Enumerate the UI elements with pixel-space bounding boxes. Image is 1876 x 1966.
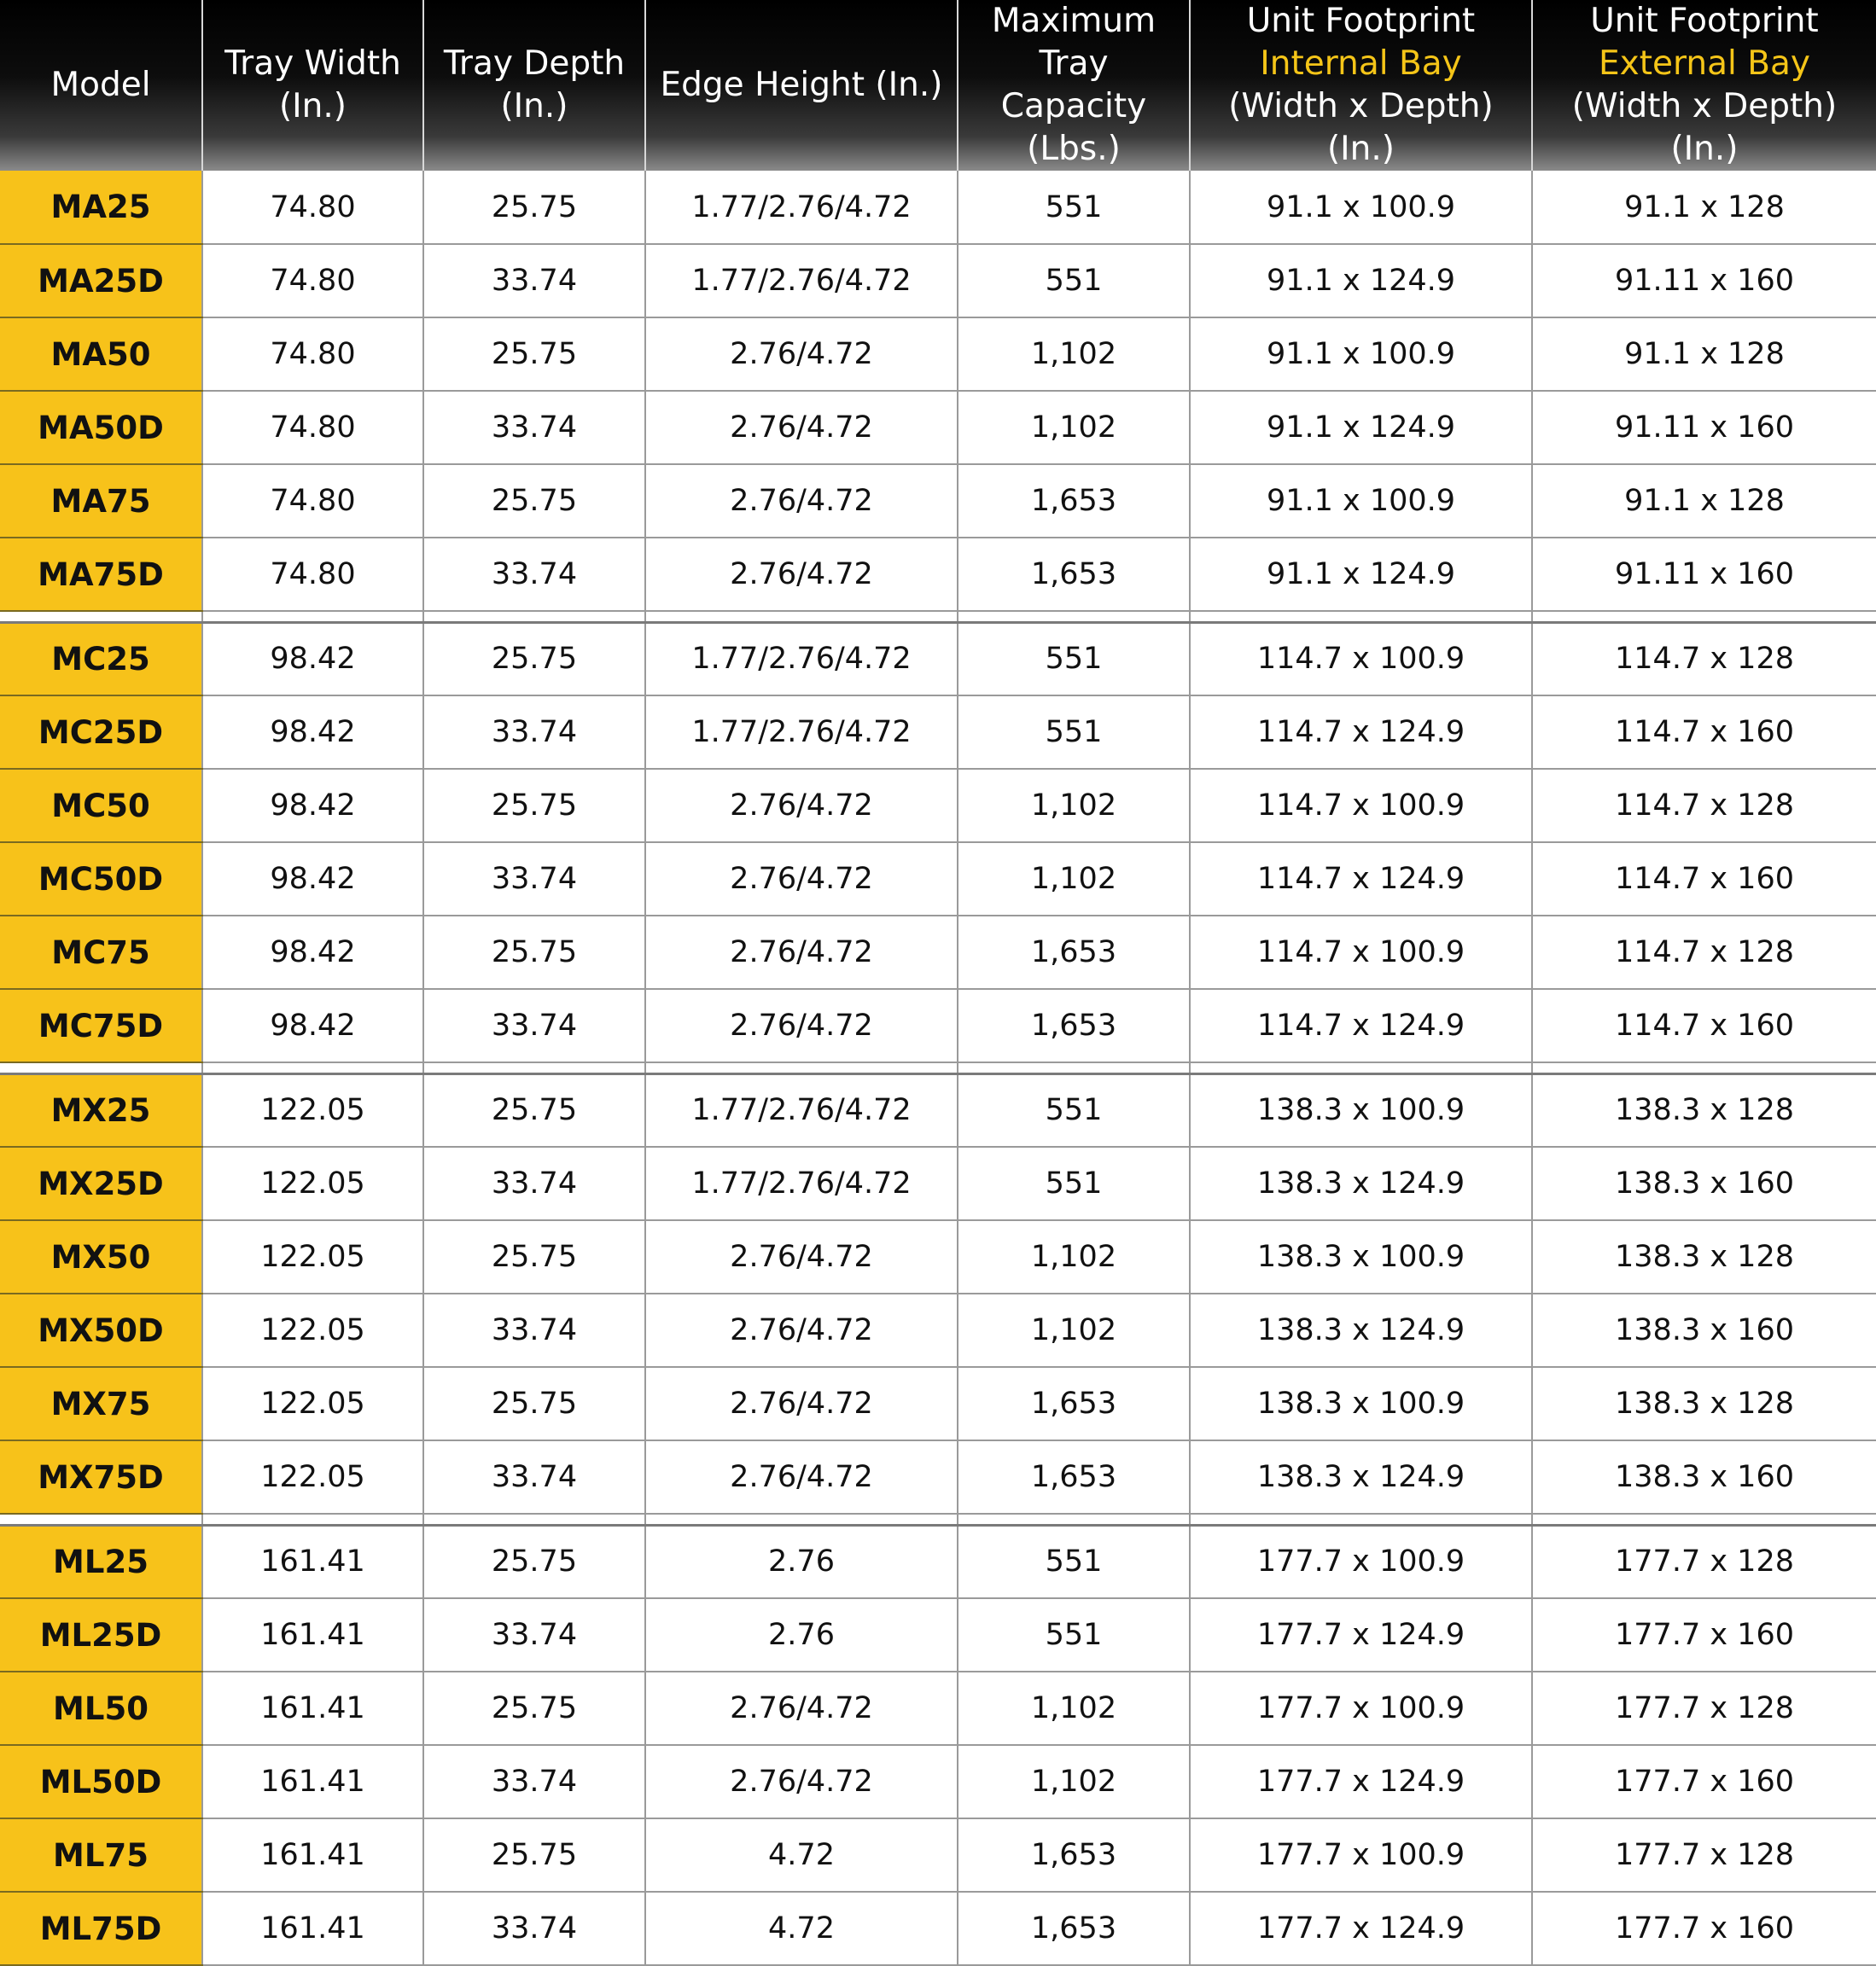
cell-model: MX25D [0,1147,202,1220]
cell-max-capacity: 1,102 [958,842,1190,916]
cell-model: ML50 [0,1672,202,1745]
table-row [0,1892,1876,1965]
cell-edge-height: 1.77/2.76/4.72 [645,171,958,244]
table-row [0,171,1876,244]
table-row [0,391,1876,464]
cell-external-bay: 177.7 x 128 [1532,1525,1876,1598]
separator-cell [202,1062,423,1073]
cell-model: MC50D [0,842,202,916]
cell-external-bay: 114.7 x 160 [1532,989,1876,1062]
cell-tray-width: 98.42 [202,916,423,989]
cell-internal-bay: 114.7 x 124.9 [1190,695,1532,769]
header-internal-bay-unit: (Width x Depth) (In.) [1228,87,1494,168]
table-header [0,0,1876,171]
table-row [0,622,1876,695]
cell-tray-width: 161.41 [202,1745,423,1818]
table-row [0,916,1876,989]
header-tray-depth [423,0,645,171]
cell-model: MX75 [0,1367,202,1440]
table-row [0,1745,1876,1818]
separator-cell [958,1514,1190,1525]
cell-internal-bay: 91.1 x 124.9 [1190,244,1532,317]
cell-external-bay: 177.7 x 160 [1532,1598,1876,1672]
cell-external-bay: 114.7 x 128 [1532,769,1876,842]
cell-external-bay: 138.3 x 160 [1532,1440,1876,1514]
separator-cell [958,611,1190,622]
cell-tray-depth: 25.75 [423,171,645,244]
cell-tray-depth: 33.74 [423,1440,645,1514]
separator-cell [0,611,202,622]
cell-edge-height: 2.76/4.72 [645,1220,958,1294]
header-internal-bay-highlight: Internal Bay [1260,44,1462,83]
cell-max-capacity: 1,102 [958,1745,1190,1818]
group-separator [0,611,1876,622]
cell-model: MA25D [0,244,202,317]
cell-edge-height: 2.76/4.72 [645,391,958,464]
cell-tray-width: 122.05 [202,1147,423,1220]
table-row [0,1818,1876,1892]
header-model [0,0,202,171]
cell-tray-width: 161.41 [202,1892,423,1965]
separator-cell [202,1514,423,1525]
cell-max-capacity: 1,653 [958,916,1190,989]
cell-max-capacity: 551 [958,171,1190,244]
cell-tray-depth: 25.75 [423,1220,645,1294]
cell-tray-depth: 33.74 [423,1147,645,1220]
cell-tray-depth: 25.75 [423,1525,645,1598]
header-tray-depth-line: Tray Depth [443,44,626,83]
cell-external-bay: 138.3 x 160 [1532,1294,1876,1367]
cell-edge-height: 2.76/4.72 [645,916,958,989]
header-max-capacity-line2: Tray Capacity [1000,44,1147,125]
cell-tray-depth: 25.75 [423,464,645,538]
cell-internal-bay: 177.7 x 100.9 [1190,1525,1532,1598]
separator-cell [423,1514,645,1525]
cell-edge-height: 2.76/4.72 [645,989,958,1062]
cell-max-capacity: 551 [958,1147,1190,1220]
table-row [0,1294,1876,1367]
cell-external-bay: 138.3 x 128 [1532,1367,1876,1440]
cell-model: MC75 [0,916,202,989]
cell-tray-width: 161.41 [202,1818,423,1892]
cell-internal-bay: 138.3 x 100.9 [1190,1367,1532,1440]
separator-cell [645,1062,958,1073]
separator-cell [0,1062,202,1073]
cell-max-capacity: 551 [958,695,1190,769]
cell-edge-height: 2.76/4.72 [645,1367,958,1440]
cell-internal-bay: 114.7 x 100.9 [1190,916,1532,989]
cell-internal-bay: 177.7 x 124.9 [1190,1598,1532,1672]
cell-max-capacity: 1,102 [958,317,1190,391]
cell-tray-depth: 33.74 [423,842,645,916]
cell-external-bay: 177.7 x 160 [1532,1892,1876,1965]
cell-external-bay: 177.7 x 160 [1532,1745,1876,1818]
cell-model: MA25 [0,171,202,244]
cell-tray-depth: 33.74 [423,1294,645,1367]
cell-tray-width: 74.80 [202,464,423,538]
separator-cell [1190,1514,1532,1525]
cell-tray-depth: 25.75 [423,769,645,842]
cell-model: MC50 [0,769,202,842]
cell-max-capacity: 551 [958,1073,1190,1147]
cell-tray-width: 122.05 [202,1220,423,1294]
cell-tray-depth: 25.75 [423,1073,645,1147]
separator-cell [1532,1514,1876,1525]
separator-cell [1532,611,1876,622]
cell-external-bay: 91.11 x 160 [1532,244,1876,317]
cell-edge-height: 2.76/4.72 [645,842,958,916]
cell-external-bay: 177.7 x 128 [1532,1818,1876,1892]
cell-edge-height: 1.77/2.76/4.72 [645,1073,958,1147]
cell-model: MA50D [0,391,202,464]
cell-tray-depth: 25.75 [423,1672,645,1745]
cell-tray-width: 122.05 [202,1367,423,1440]
cell-tray-depth: 33.74 [423,538,645,611]
cell-tray-depth: 25.75 [423,916,645,989]
cell-external-bay: 91.1 x 128 [1532,317,1876,391]
cell-external-bay: 138.3 x 128 [1532,1073,1876,1147]
cell-max-capacity: 1,653 [958,1818,1190,1892]
cell-max-capacity: 1,102 [958,1294,1190,1367]
cell-external-bay: 91.1 x 128 [1532,171,1876,244]
table-row [0,1073,1876,1147]
cell-max-capacity: 551 [958,1525,1190,1598]
cell-tray-depth: 25.75 [423,1367,645,1440]
cell-edge-height: 4.72 [645,1818,958,1892]
cell-tray-depth: 25.75 [423,317,645,391]
cell-edge-height: 2.76/4.72 [645,1294,958,1367]
cell-internal-bay: 91.1 x 124.9 [1190,538,1532,611]
cell-external-bay: 91.11 x 160 [1532,391,1876,464]
table-row [0,464,1876,538]
separator-cell [423,611,645,622]
table-row [0,538,1876,611]
cell-model: MX50D [0,1294,202,1367]
cell-tray-width: 98.42 [202,622,423,695]
cell-internal-bay: 114.7 x 100.9 [1190,769,1532,842]
table-row [0,695,1876,769]
cell-tray-depth: 33.74 [423,1892,645,1965]
separator-cell [1532,1062,1876,1073]
cell-model: ML75 [0,1818,202,1892]
cell-max-capacity: 1,653 [958,538,1190,611]
cell-internal-bay: 114.7 x 100.9 [1190,622,1532,695]
cell-model: ML25 [0,1525,202,1598]
header-edge-height-line: Edge Height (In.) [660,66,943,104]
cell-edge-height: 1.77/2.76/4.72 [645,622,958,695]
header-tray-width [202,0,423,171]
header-tray-width-unit: (In.) [278,87,347,125]
cell-edge-height: 1.77/2.76/4.72 [645,244,958,317]
separator-cell [645,1514,958,1525]
cell-internal-bay: 91.1 x 100.9 [1190,171,1532,244]
header-internal-bay [1190,0,1532,171]
group-separator [0,1514,1876,1525]
header-max-capacity-unit: (Lbs.) [1027,130,1121,168]
cell-max-capacity: 1,102 [958,391,1190,464]
cell-edge-height: 2.76/4.72 [645,538,958,611]
cell-model: MC75D [0,989,202,1062]
table-row [0,244,1876,317]
table-body [0,171,1876,1965]
separator-cell [423,1062,645,1073]
table-row [0,1672,1876,1745]
cell-external-bay: 114.7 x 160 [1532,842,1876,916]
cell-tray-width: 74.80 [202,317,423,391]
cell-internal-bay: 138.3 x 100.9 [1190,1073,1532,1147]
header-model-line: Model [50,66,151,104]
cell-edge-height: 2.76 [645,1525,958,1598]
cell-max-capacity: 1,653 [958,1440,1190,1514]
table-row [0,317,1876,391]
cell-max-capacity: 1,102 [958,1672,1190,1745]
cell-model: MA75 [0,464,202,538]
cell-edge-height: 4.72 [645,1892,958,1965]
header-tray-width-line: Tray Width [224,44,401,83]
cell-tray-width: 98.42 [202,769,423,842]
cell-internal-bay: 177.7 x 100.9 [1190,1818,1532,1892]
cell-max-capacity: 551 [958,1598,1190,1672]
cell-tray-width: 122.05 [202,1294,423,1367]
header-external-bay-highlight: External Bay [1599,44,1810,83]
cell-tray-depth: 33.74 [423,695,645,769]
cell-tray-width: 161.41 [202,1598,423,1672]
cell-edge-height: 2.76/4.72 [645,464,958,538]
header-internal-bay-line1: Unit Footprint [1246,2,1476,40]
cell-internal-bay: 177.7 x 124.9 [1190,1892,1532,1965]
table-row [0,1525,1876,1598]
cell-edge-height: 2.76/4.72 [645,1440,958,1514]
cell-internal-bay: 138.3 x 124.9 [1190,1440,1532,1514]
table-row [0,989,1876,1062]
cell-internal-bay: 114.7 x 124.9 [1190,989,1532,1062]
cell-tray-width: 74.80 [202,391,423,464]
cell-edge-height: 2.76/4.72 [645,769,958,842]
cell-model: ML25D [0,1598,202,1672]
cell-edge-height: 2.76/4.72 [645,317,958,391]
cell-tray-depth: 33.74 [423,244,645,317]
header-row [0,0,1876,171]
cell-external-bay: 91.11 x 160 [1532,538,1876,611]
cell-tray-depth: 25.75 [423,622,645,695]
cell-tray-depth: 33.74 [423,1598,645,1672]
table-row [0,1440,1876,1514]
header-external-bay-unit: (Width x Depth) (In.) [1571,87,1838,168]
cell-max-capacity: 551 [958,622,1190,695]
cell-external-bay: 114.7 x 128 [1532,622,1876,695]
cell-internal-bay: 177.7 x 100.9 [1190,1672,1532,1745]
cell-edge-height: 2.76/4.72 [645,1672,958,1745]
cell-max-capacity: 1,102 [958,1220,1190,1294]
cell-tray-depth: 25.75 [423,1818,645,1892]
cell-max-capacity: 1,653 [958,1892,1190,1965]
separator-cell [202,611,423,622]
separator-cell [0,1514,202,1525]
cell-tray-width: 98.42 [202,695,423,769]
cell-internal-bay: 91.1 x 100.9 [1190,317,1532,391]
cell-tray-width: 122.05 [202,1073,423,1147]
cell-tray-width: 74.80 [202,171,423,244]
cell-internal-bay: 138.3 x 124.9 [1190,1294,1532,1367]
cell-max-capacity: 1,102 [958,769,1190,842]
cell-model: MC25D [0,695,202,769]
header-max-capacity-line1: Maximum [991,2,1156,40]
cell-external-bay: 91.1 x 128 [1532,464,1876,538]
cell-tray-width: 74.80 [202,244,423,317]
cell-max-capacity: 1,653 [958,464,1190,538]
cell-tray-width: 98.42 [202,989,423,1062]
table-row [0,1220,1876,1294]
cell-model: MX75D [0,1440,202,1514]
cell-external-bay: 114.7 x 128 [1532,916,1876,989]
cell-max-capacity: 551 [958,244,1190,317]
cell-tray-depth: 33.74 [423,989,645,1062]
cell-model: ML50D [0,1745,202,1818]
cell-tray-width: 74.80 [202,538,423,611]
cell-edge-height: 1.77/2.76/4.72 [645,1147,958,1220]
header-edge-height [645,0,958,171]
header-max-capacity [958,0,1190,171]
cell-tray-depth: 33.74 [423,1745,645,1818]
separator-cell [958,1062,1190,1073]
cell-model: ML75D [0,1892,202,1965]
cell-internal-bay: 177.7 x 124.9 [1190,1745,1532,1818]
cell-model: MA75D [0,538,202,611]
table-row [0,1367,1876,1440]
cell-edge-height: 2.76 [645,1598,958,1672]
cell-external-bay: 138.3 x 128 [1532,1220,1876,1294]
cell-internal-bay: 138.3 x 124.9 [1190,1147,1532,1220]
cell-internal-bay: 91.1 x 100.9 [1190,464,1532,538]
table-row [0,1598,1876,1672]
cell-tray-depth: 33.74 [423,391,645,464]
header-tray-depth-unit: (In.) [500,87,568,125]
separator-cell [645,611,958,622]
cell-tray-width: 122.05 [202,1440,423,1514]
header-external-bay-line1: Unit Footprint [1590,2,1819,40]
cell-internal-bay: 114.7 x 124.9 [1190,842,1532,916]
group-separator [0,1062,1876,1073]
header-external-bay [1532,0,1876,171]
cell-external-bay: 138.3 x 160 [1532,1147,1876,1220]
cell-model: MX25 [0,1073,202,1147]
cell-external-bay: 177.7 x 128 [1532,1672,1876,1745]
cell-edge-height: 1.77/2.76/4.72 [645,695,958,769]
table-row [0,769,1876,842]
cell-tray-width: 161.41 [202,1672,423,1745]
cell-model: MX50 [0,1220,202,1294]
cell-tray-width: 98.42 [202,842,423,916]
cell-external-bay: 114.7 x 160 [1532,695,1876,769]
cell-max-capacity: 1,653 [958,989,1190,1062]
separator-cell [1190,611,1532,622]
table-row [0,1147,1876,1220]
cell-edge-height: 2.76/4.72 [645,1745,958,1818]
cell-model: MC25 [0,622,202,695]
cell-internal-bay: 91.1 x 124.9 [1190,391,1532,464]
cell-internal-bay: 138.3 x 100.9 [1190,1220,1532,1294]
cell-max-capacity: 1,653 [958,1367,1190,1440]
separator-cell [1190,1062,1532,1073]
table-row [0,842,1876,916]
cell-tray-width: 161.41 [202,1525,423,1598]
cell-model: MA50 [0,317,202,391]
